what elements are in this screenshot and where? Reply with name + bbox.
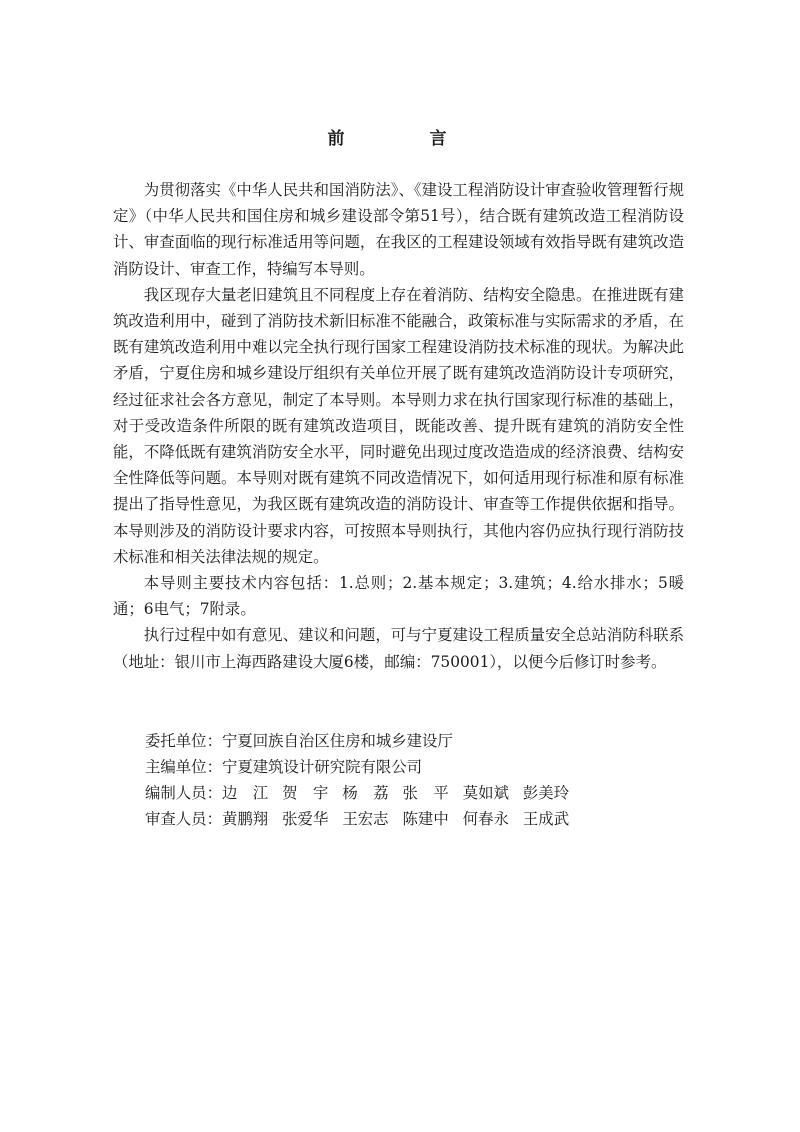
reviewers-label: 审查人员： — [145, 810, 222, 828]
commissioning-unit-value: 宁夏回族自治区住房和城乡建设厅 — [221, 732, 453, 750]
editor-name: 莫如斌 — [462, 784, 509, 802]
editors-names — [222, 784, 583, 802]
reviewer-name: 陈建中 — [402, 810, 449, 828]
chief-editor-unit-line — [145, 754, 422, 780]
chief-editor-unit-value: 宁夏建筑设计研究院有限公司 — [221, 758, 423, 776]
reviewer-name: 何春永 — [462, 810, 509, 828]
editor-name: 边 江 — [221, 784, 269, 802]
paragraph-contents: 本导则主要技术内容包括：1.总则；2.基本规定；3.建筑；4.给水排水；5暖通；6电气；7附录。 — [113, 574, 684, 619]
paragraph-background: 我区现存大量老旧建筑且不同程度上存在着消防、结构安全隐患。在推进既有建筑改造利用中，碰到了消防技术新旧标准不能融合，政策标准与实际需求的矛盾，在既有建筑改造利用中难以完全执行现行国家工程建设消防技术标准的现状。为解决此矛盾，宁夏住房和城乡建设厅组织有关单位开展了既有建筑改造消防设计专项研究，经过征求社会各方意见，制定了本导则。本导则力求在执行国家现行标准的基础上，对于受改造条件所限的既有建筑改造项目，既能改善、提升既有建筑的消防安全性能，不降低既有建筑消防安全水平，同时避免出现过度改造造成的经济浪费、结构安全性降低等问题。本导则对既有建筑不同改造情况下，如何适用现行标准和原有标准提出了指导性意见，为我区既有建筑改造的消防设计、审查等工作提供依据和指导。本导则涉及的消防设计要求内容，可按照本导则执行，其他内容仍应执行现行消防技术标准和相关法律法规的规定。 — [113, 285, 684, 566]
reviewers-line — [145, 806, 583, 832]
commissioning-unit-line — [145, 728, 453, 754]
reviewer-name: 王成武 — [522, 810, 570, 828]
reviewer-name: 张爱华 — [282, 810, 329, 828]
editor-name: 贺 宇 — [282, 784, 329, 802]
paragraph-feedback: 执行过程中如有意见、建议和问题，可与宁夏建设工程质量安全总站消防科联系（地址：银川市上海西路建设大厦6楼，邮编：750001），以便今后修订时参考。 — [113, 626, 684, 671]
commissioning-unit-label: 委托单位： — [145, 732, 222, 750]
reviewer-name: 黄鹏翔 — [221, 810, 269, 828]
reviewer-name: 王宏志 — [342, 810, 389, 828]
editor-name: 张 平 — [402, 784, 449, 802]
editor-name: 彭美玲 — [522, 784, 570, 802]
preface-body — [113, 177, 684, 675]
editors-label: 编制人员： — [145, 784, 222, 802]
editor-name: 杨 荔 — [342, 784, 389, 802]
reviewers-names — [222, 810, 583, 828]
chief-editor-unit-label: 主编单位： — [145, 758, 222, 776]
editors-line — [145, 780, 583, 806]
paragraph-purpose: 为贯彻落实《中华人民共和国消防法》、《建设工程消防设计审查验收管理暂行规定》（中华人民共和国住房和城乡建设部令第51号），结合既有建筑改造工程消防设计、审查面临的现行标准适用等问题，在我区的工程建设领域有效指导既有建筑改造消防设计、审查工作，特编写本导则。 — [113, 181, 684, 278]
page-title: 前 言 — [327, 129, 481, 149]
